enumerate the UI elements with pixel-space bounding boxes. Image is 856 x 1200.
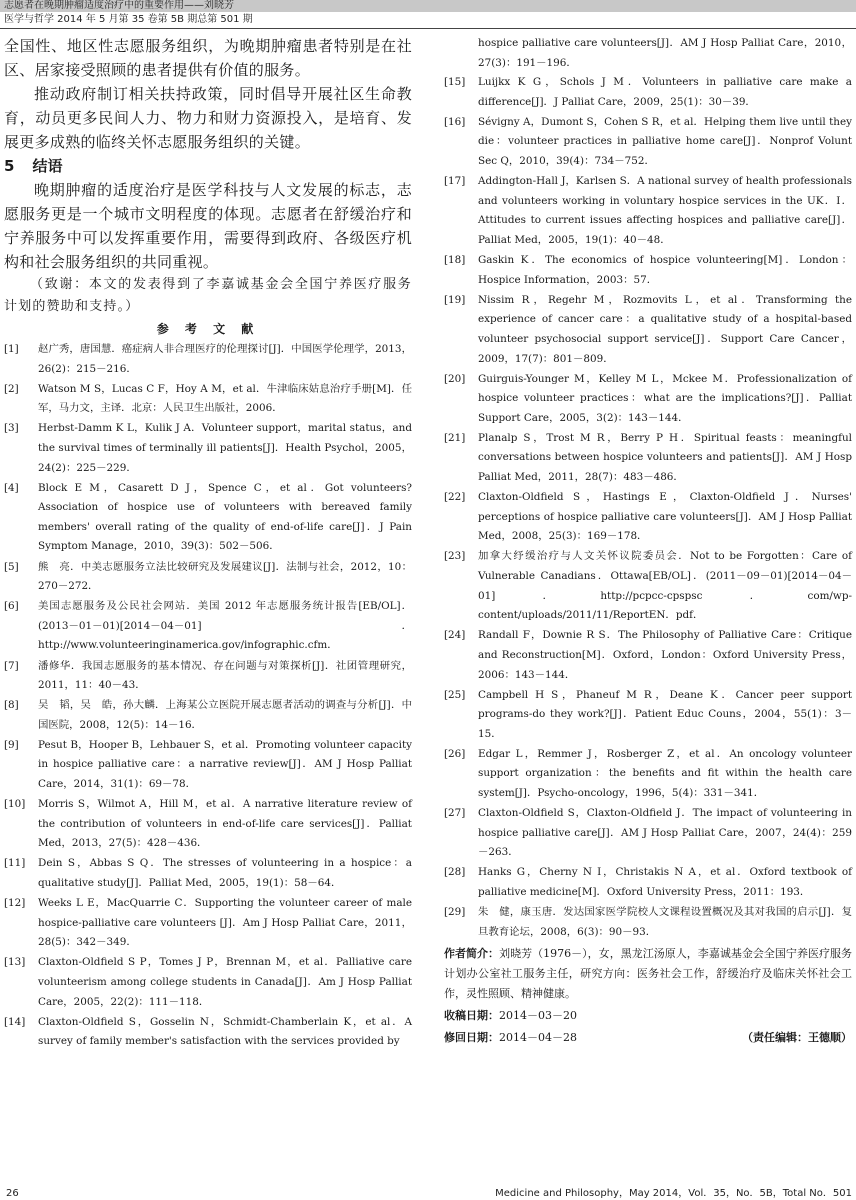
acknowledgement: （致谢：本文的发表得到了李嘉诚基金会全国宁养医疗服务计划的赞助和支持。）: [4, 277, 412, 314]
reference-number: [9]: [4, 738, 19, 751]
reference-item: [4, 657, 412, 696]
reference-text: Planalp S，Trost M R，Berry P H．Spiritual feasts：meaningful conversations between hospice volunteers and patients[J]．AM J Hosp Palliat Med，2011，28(7)：483－486．: [478, 431, 852, 484]
reference-number: [6]: [4, 600, 19, 613]
reference-text: Pesut B，Hooper B，Lehbauer S，et al．Promoting volunteer capacity in hospice palliative care：a narrative review[J]．AM J Hosp Palliat Care，2014，31(1)：69－78．: [38, 738, 412, 791]
reference-continued: hospice palliative care volunteers[J]．AM J Hosp Palliat Care，2010，27(3)：191－196．: [478, 37, 852, 69]
reference-item: [444, 370, 852, 429]
reference-text: 熊 亮．中美志愿服务立法比较研究及发展建议[J]．法制与社会，2012，10：270－272．: [38, 560, 412, 593]
reference-item: [444, 903, 852, 942]
reference-text: Campbell H S，Phaneuf M R，Deane K．Cancer peer support programs-do they work?[J]．Patient Educ Couns，2004，55(1)：3－15．: [478, 688, 852, 740]
reference-number: [17]: [444, 175, 466, 188]
reference-text: Morris S，Wilmot A，Hill M，et al．A narrative literature review of the contribution of volunteers in end-of-life care services[J]．Palliat Med，2013，27(5)：428－436．: [38, 798, 412, 850]
reference-number: [18]: [444, 254, 466, 267]
body-paragraph: 推动政府制订相关扶持政策，同时倡导开展社区生命教育，动员更多民间人力、物力和财力资源投入，是培育、发展更多成熟的临终关怀志愿服务组织的关键。: [4, 85, 412, 151]
reference-item: [4, 736, 412, 795]
reference-item: [444, 686, 852, 745]
reference-item: [444, 488, 852, 547]
reference-number: [26]: [444, 747, 466, 760]
reference-number: [16]: [444, 115, 466, 128]
body-paragraph-continued: 全国性、地区性志愿服务组织，为晚期肿瘤患者特别是在社区、居家接受照顾的患者提供有价值的服务。: [4, 37, 412, 79]
responsible-editor: （责任编辑：王德顺）: [742, 1031, 852, 1045]
received-date: 2014－03－20: [499, 1009, 577, 1023]
reference-number: [28]: [444, 866, 466, 879]
reference-number: [15]: [444, 76, 466, 89]
reference-item: [4, 380, 423, 419]
reference-number: [5]: [4, 560, 19, 573]
reference-number: [11]: [4, 857, 26, 870]
reference-text: Guirguis-Younger M，Kelley M L，Mckee M．Professionalization of hospice volunteer practices：what are the implications?[J]．Palliat Support Care，2005，3(2)：143－144．: [478, 372, 852, 424]
reference-number: [20]: [444, 372, 466, 385]
reference-text: Herbst-Damm K L，Kulik J A．Volunteer support，marital status，and the survival times of terminally ill patients[J]．Health Psychol，2005，24(2)：225－229．: [38, 422, 412, 474]
page-number: 26: [6, 1188, 19, 1199]
section-heading: [4, 154, 412, 178]
reference-item: [4, 953, 412, 1012]
reference-item: [4, 1013, 412, 1052]
reference-number: [24]: [444, 629, 466, 642]
reference-number: [13]: [4, 956, 26, 969]
reference-number: [7]: [4, 659, 19, 672]
reference-text: Claxton-Oldfield S，Claxton-Oldfield J．The impact of volunteering in hospice palliative care[J]．AM J Hosp Palliat Care，2007，24(4)：259－263．: [478, 807, 852, 859]
reference-text: Hanks G，Cherny N I，Christakis N A，et al．Oxford textbook of palliative medicine[M]．Oxford University Press，2011：193．: [478, 866, 852, 899]
reference-number: [14]: [4, 1015, 26, 1028]
author-bio-label: 作者简介：: [444, 947, 500, 961]
reference-number: [8]: [4, 699, 19, 712]
reference-item: [4, 479, 412, 557]
reference-item: [444, 547, 852, 625]
reference-number: [19]: [444, 293, 466, 306]
reference-number: [22]: [444, 491, 466, 504]
received-date-line: [444, 1006, 852, 1026]
reference-item: [4, 558, 412, 597]
reference-text: Dein S，Abbas S Q．The stresses of volunteering in a hospice：a qualitative study[J]．Palliat Med，2005，19(1)：58－64．: [38, 857, 412, 890]
reference-text: 美国志愿服务及公民社会网站．美国 2012 年志愿服务统计报告[EB/OL]．(2013－01－01)[2014－04－01]．http://www.volunteeringinamerica.gov/infographic.cfm．: [38, 600, 412, 652]
reference-number: [3]: [4, 422, 19, 435]
reference-item: [4, 419, 412, 478]
reference-item: [444, 73, 852, 112]
body-paragraph: 晚期肿瘤的适度治疗是医学科技与人文发展的标志，志愿服务更是一个城市文明程度的体现。志愿者在舒缓治疗和宁养服务中可以发挥重要作用，需要得到政府、各级医疗机构和社会服务组织的共同重视。: [4, 181, 412, 271]
running-header-journal: 医学与哲学 2014 年 5 月第 35 卷第 5B 期总第 501 期: [4, 14, 253, 25]
reference-text: Weeks L E，MacQuarrie C．Supporting the volunteer career of male hospice-palliative care volunteers [J]．Am J Hosp Palliat Care，2011，28(5)：342－349．: [38, 897, 412, 949]
reference-text: Randall F，Downie R S．The Philosophy of Palliative Care：Critique and Reconstruction[M]．Oxford，London：Oxford University Press，2006：143－144．: [478, 629, 852, 681]
revised-label: 修回日期：: [444, 1031, 499, 1045]
reference-number: [4]: [4, 481, 19, 494]
reference-number: [27]: [444, 807, 466, 820]
received-label: 收稿日期：: [444, 1009, 499, 1023]
reference-number: [25]: [444, 688, 466, 701]
reference-item: [4, 696, 412, 735]
reference-text: 潘修华．我国志愿服务的基本情况、存在问题与对策探析[J]．社团管理研究，2011，11：40－43．: [38, 659, 412, 692]
reference-text: 加拿大纾缓治疗与人文关怀议院委员会．Not to be Forgotten：Care of Vulnerable Canadians．Ottawa[EB/OL]．(2011－09－01)[2014－04－01]．http://pcpcc-cpspsc．com/wp-content/uploads/2011/11/ReportEN．pdf．: [478, 550, 852, 622]
reference-number: [1]: [4, 343, 19, 355]
reference-text: Addington-Hall J，Karlsen S．A national survey of health professionals and volunteers working in voluntary hospice services in the UK．I．Attitudes to current issues affecting hospices and palliative care[J]．Palliat Med，2005，19(1)：40－48．: [478, 175, 852, 246]
reference-item: [444, 172, 852, 250]
right-column: [444, 34, 852, 1048]
reference-item: [4, 854, 412, 893]
reference-number: [23]: [444, 550, 466, 563]
reference-item: [444, 745, 852, 804]
reference-item: [444, 113, 852, 172]
reference-text: Claxton-Oldfield S P，Tomes J P，Brennan M，et al．Palliative care volunteerism among college students in Canada[J]．Am J Hosp Palliat Care，2005，22(2)：111－118．: [38, 956, 412, 1008]
reference-text: Claxton-Oldfield S，Hastings E，Claxton-Oldfield J．Nurses' perceptions of hospice palliative care volunteers[J]．AM J Hosp Palliat Med，2008，25(3)：169－178．: [478, 491, 852, 543]
revised-date: 2014－04－28: [499, 1031, 577, 1045]
references-heading: 参 考 文 献: [156, 322, 260, 336]
reference-number: [2]: [4, 382, 19, 395]
reference-item: [444, 251, 852, 290]
reference-text: Gaskin K．The economics of hospice volunteering[M]．London：Hospice Information，2003：57．: [478, 254, 852, 286]
section-title: 结语: [32, 157, 63, 175]
author-bio: [444, 944, 852, 1004]
left-column: [4, 34, 423, 1052]
header-divider: [0, 28, 856, 29]
reference-text: Claxton-Oldfield S，Gosselin N，Schmidt-Chamberlain K，et al．A survey of family member's satisfaction with the services provided by: [38, 1015, 412, 1048]
reference-item: [4, 795, 412, 854]
reference-text: Watson M S，Lucas C F，Hoy A M，et al．牛津临床姑息治疗手册[M]．任 军，马力文，主译．北京：人民卫生出版社，2006．: [38, 382, 423, 415]
reference-text: 朱 健，康玉唐．发达国家医学院校人文课程设置概况及其对我国的启示[J]．复旦教育论坛，2008，6(3)：90－93．: [478, 906, 852, 938]
reference-list: [444, 73, 852, 942]
reference-text: 吴 韬，吴 皓，孙大麟．上海某公立医院开展志愿者活动的调查与分析[J]．中国医院，2008，12(5)：14－16．: [38, 699, 412, 731]
reference-item: [444, 863, 852, 902]
author-bio-text: 刘晓芳（1976－），女，黑龙江汤原人，李嘉诚基金会全国宁养医疗服务计划办公室社工服务主任，研究方向：医务社会工作，舒缓治疗及临床关怀社会工作，灵性照顾、精神健康。: [444, 947, 852, 1001]
section-number: 5: [4, 157, 15, 175]
reference-item: [444, 804, 852, 863]
reference-number: [12]: [4, 897, 26, 910]
reference-item: [4, 894, 412, 953]
running-header-title: 志愿者在晚期肿瘤适度治疗中的重要作用——刘晓芳: [0, 0, 856, 12]
revised-date-line: [444, 1028, 852, 1048]
reference-item: [444, 291, 852, 369]
reference-text: Sévigny A，Dumont S，Cohen S R，et al．Helping them live until they die：volunteer practices in palliative home care[J]．Nonprof Volunt Sec Q，2010，39(4)：734－752．: [478, 115, 852, 168]
footer-journal-info: Medicine and Philosophy，May 2014，Vol．35，No．5B，Total No．501: [495, 1188, 852, 1199]
reference-number: [21]: [444, 431, 466, 444]
reference-item: [4, 597, 412, 656]
reference-item: [444, 626, 852, 685]
reference-list: [4, 340, 423, 1052]
reference-number: [10]: [4, 798, 26, 811]
reference-text: Block E M，Casarett D J，Spence C，et al．Got volunteers? Association of hospice use of volunteers with bereaved family members' overall rating of the quality of end-of-life care[J]．J Pain Symptom Manage，2010，39(3)：502－506．: [38, 481, 412, 553]
reference-text: Edgar L，Remmer J，Rosberger Z，et al．An oncology volunteer support organization：the benefits and fit within the health care system[J]．Psycho-oncology，1996，5(4)：331－341．: [478, 747, 852, 800]
reference-text: Luijkx K G，Schols J M．Volunteers in palliative care make a difference[J]．J Palliat Care，2009，25(1)：30－39．: [478, 76, 852, 108]
reference-text: Nissim R，Regehr M，Rozmovits L，et al．Transforming the experience of cancer care：a qualitative study of a hospital-based volunteer psychosocial support service[J]．Support Care Cancer，2009，17(7)：801－809．: [478, 293, 852, 365]
reference-item: [444, 429, 852, 488]
reference-item: [4, 340, 412, 379]
reference-text: 赵广秀，唐国慧．癌症病人非合理医疗的伦理探讨[J]．中国医学伦理学，2013，26(2)：215－216．: [38, 343, 412, 375]
reference-number: [29]: [444, 906, 466, 919]
